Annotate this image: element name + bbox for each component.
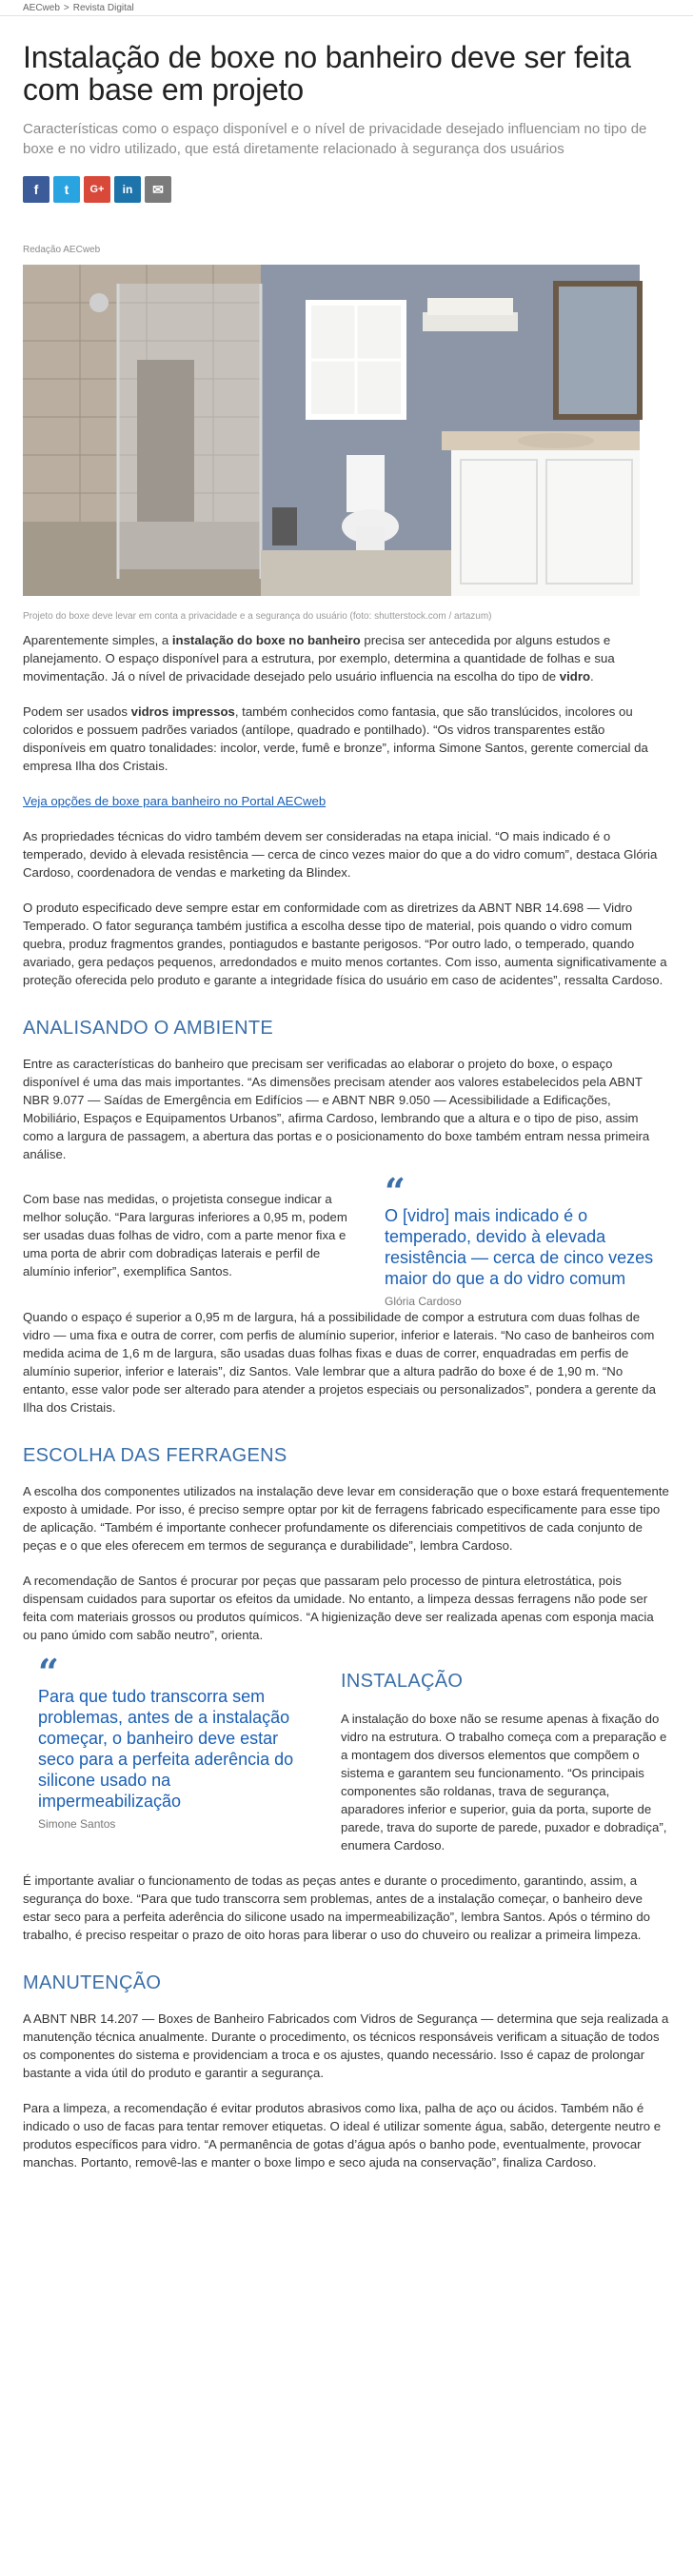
paragraph: É importante avaliar o funcionamento de todas as peças antes e durante o procedimento, garantindo, assim, a segurança do boxe. “Para que tudo transcorra sem problemas, antes de a instalação começar, o banheiro deve estar seco para a perfeita aderência do silicone usado na impermeabilização”, lembra Santos. Após o término do trabalho, é preciso respeitar o prazo de oito horas para liberar o uso do chuveiro ou realizar a primeira limpeza. bbox=[23, 1873, 651, 1942]
paragraph: A escolha dos componentes utilizados na instalação deve levar em consideração que o boxe estará frequentemente exposto à umidade. Por isso, é preciso sempre optar por kit de ferragens fabricado especificamente para esse tipo de aplicação. “Também é importante conhecer profundamente os diferenciais competitivos de cada conjunto de peças e o que eles oferecem em termos de segurança e durabilidade”, lembra Cardoso. bbox=[23, 1484, 669, 1553]
related-products-link[interactable]: Veja opções de boxe para banheiro no Portal AECweb bbox=[23, 794, 327, 808]
breadcrumb-separator: > bbox=[63, 3, 69, 13]
image-caption: Projeto do boxe deve levar em conta a privacidade e a segurança do usuário (foto: shutterstock.com / artazum) bbox=[23, 611, 492, 622]
pull-quote bbox=[38, 1651, 314, 1872]
linkedin-icon: in bbox=[122, 183, 133, 196]
facebook-share-button[interactable] bbox=[23, 176, 50, 203]
article-page bbox=[0, 2, 693, 2576]
article-subtitle: Características como o espaço disponível e o nível de privacidade desejado influenciam no tipo de boxe e no vidro utilizado, que está diretamente relacionado à segurança dos usuários bbox=[23, 121, 647, 157]
paragraph: Aparentemente simples, a instalação do boxe no banheiro precisa ser antecedida por alguns estudos e planejamento. O espaço disponível para a estrutura, por exemplo, determina a quantidade de folhas e sua movimentação. Já o nível de privacidade desejado pelo usuário influencia na escolha do tipo de vidro. bbox=[23, 633, 615, 684]
paragraph: Para a limpeza, a recomendação é evitar produtos abrasivos como lixa, palha de aço ou ácidos. Também não é indicado o uso de facas para tentar remover etiquetas. O ideal é utilizar somente água, sabão, detergente neutro e produtos específicos para vidro. “A permanência de gotas d’água após o banho pode, eventualmente, provocar manchas. Portanto, removê-las e manter o boxe limpo e seco ajuda na conservação”, finaliza Cardoso. bbox=[23, 2101, 662, 2170]
pull-quote-author: Simone Santos bbox=[38, 1817, 116, 1831]
quote-mark-icon: “ bbox=[38, 1651, 59, 1694]
section-heading: INSTALAÇÃO bbox=[341, 1671, 464, 1692]
pull-quote-text: O [vidro] mais indicado é o temperado, devido à elevada resistência — cerca de cinco vezes maior do que a do vidro comum bbox=[385, 1206, 654, 1288]
pull-quote-text: Para que tudo transcorra sem problemas, antes de a instalação começar, o banheiro deve estar seco para a perfeita aderência do silicone usado na impermeabilização bbox=[38, 1687, 294, 1811]
hero-image bbox=[23, 265, 640, 596]
paragraph: Entre as características do banheiro que precisam ser verificadas ao elaborar o projeto do boxe, o espaço disponível é uma das mais importantes. “As dimensões precisam atender aos valores estabelecidos pela ABNT NBR 9.077 — Saídas de Emergência em Edifícios — e ABNT NBR 9.050 — Acessibilidade a Edificações, Mobiliário, Espaços e Equipamentos Urbanos”, afirma Cardoso, lembrando que a altura e o tipo de piso, assim como a largura de passagem, a abertura das portas e o posicionamento do boxe também entram nessa primeira análise. bbox=[23, 1057, 650, 1161]
paragraph: Podem ser usados vidros impressos, também conhecidos como fantasia, que são translúcidos, incolores ou coloridos e possuem padrões variados (antílope, quadrado e pontilhado). “Os vidros transparentes estão disponíveis em quatro tonalidades: incolor, verde, fumê e bronze”, informa Simone Santos, gerente comercial da empresa Ilha dos Cristais. bbox=[23, 704, 648, 773]
twitter-share-button[interactable] bbox=[53, 176, 80, 203]
breadcrumb-current[interactable]: Revista Digital bbox=[72, 3, 134, 13]
article-title: Instalação de boxe no banheiro deve ser feita com base em projeto bbox=[23, 40, 631, 107]
related-link-paragraph bbox=[23, 792, 670, 810]
twitter-icon: t bbox=[64, 182, 69, 197]
google-plus-icon: G+ bbox=[89, 184, 105, 195]
breadcrumb bbox=[0, 2, 693, 16]
paragraph: A ABNT NBR 14.207 — Boxes de Banheiro Fabricados com Vidros de Segurança — determina que seja realizada a manutenção técnica anualmente. Durante o procedimento, os técnicos responsáveis verificam a situação de todos os componentes do sistema e providenciam a troca e os ajustes, quando necessário. Isso é capaz de prolongar bastante a vida útil do produto e garantir a segurança. bbox=[23, 2011, 669, 2080]
article-content bbox=[0, 41, 693, 2171]
email-share-button[interactable] bbox=[145, 176, 171, 203]
paragraph: Quando o espaço é superior a 0,95 m de largura, há a possibilidade de compor a estrutura com duas folhas de vidro — uma fixa e outra de correr, com perfis de alumínio superior, inferior e laterais. “No caso de banheiros com medida acima de 1,6 m de largura, são usadas duas folhas fixas e duas de correr, enquadradas em perfis de alumínio superior, inferior e laterais”, diz Santos. Vale lembrar que a altura padrão do boxe é de 1,90 m. “No entanto, esse valor pode ser alterado para atender a projetos especiais ou personalizados”, pondera a gerente da Ilha dos Cristais. bbox=[23, 1310, 656, 1415]
email-icon: ✉ bbox=[152, 181, 164, 197]
facebook-icon: f bbox=[33, 182, 39, 197]
section-heading: MANUTENÇÃO bbox=[23, 1972, 162, 1993]
paragraph: Com base nas medidas, o projetista consegue indicar a melhor solução. “Para larguras inferiores a 0,95 m, podem ser usadas duas folhas de vidro, com a parte menor fixa e uma porta de abrir com dobradiças laterais e perfil de alumínio inferior”, exemplifica Santos. bbox=[23, 1192, 347, 1278]
section-heading: ANALISANDO O AMBIENTE bbox=[23, 1018, 274, 1039]
byline: Redação AECweb bbox=[23, 245, 101, 255]
pull-quote-author: Glória Cardoso bbox=[385, 1295, 462, 1308]
google-plus-share-button[interactable] bbox=[84, 176, 110, 203]
paragraph: A instalação do boxe não se resume apenas à fixação do vidro na estrutura. O trabalho começa com a preparação e a montagem dos diversos elementos que compõem o sistema e garantem seu funcionamento. “Os principais componentes são roldanas, trava de segurança, aparadores inferior e superior, guia da porta, suporte de parede, trava do suporte de parede, puxador e dobradiça”, enumera Cardoso. bbox=[341, 1712, 667, 1853]
share-bar bbox=[23, 176, 670, 203]
section-heading: ESCOLHA DAS FERRAGENS bbox=[23, 1445, 287, 1466]
paragraph: A recomendação de Santos é procurar por peças que passaram pelo processo de pintura eletrostática, pois dispensam cuidados para suportar os efeitos da umidade. No entanto, a limpeza dessas ferragens não pode ser feita com materiais grossos ou produtos químicos. “A higienização deve ser realizada apenas com esponja macia ou pano úmido com sabão neutro”, orienta. bbox=[23, 1574, 654, 1642]
linkedin-share-button[interactable] bbox=[114, 176, 141, 203]
paragraph: As propriedades técnicas do vidro também devem ser consideradas na etapa inicial. “O mais indicado é o temperado, devido à elevada resistência — cerca de cinco vezes maior do que a do vidro comum”, destaca Glória Cardoso, coordenadora de vendas e marketing da Blindex. bbox=[23, 829, 658, 880]
paragraph: O produto especificado deve sempre estar em conformidade com as diretrizes da ABNT NBR 14.698 — Vidro Temperado. O fator segurança também justifica a escolha desse tipo de material, pois quando o vidro comum quebra, produz fragmentos grandes, pontiagudos e bastante perigosos. “Por outro lado, o temperado, quando avariado, gera pedaços pequenos, arredondados e muito menos cortantes. Com isso, aumenta significativamente a proteção oferecida pelo produto e garante a integridade física do usuário em caso de acidentes”, ressalta Cardoso. bbox=[23, 901, 667, 987]
quote-mark-icon: “ bbox=[385, 1170, 406, 1213]
pull-quote bbox=[385, 1170, 670, 1308]
breadcrumb-home[interactable]: AECweb bbox=[23, 3, 60, 13]
quote-row bbox=[23, 1651, 670, 1872]
quote-row bbox=[23, 1170, 670, 1308]
